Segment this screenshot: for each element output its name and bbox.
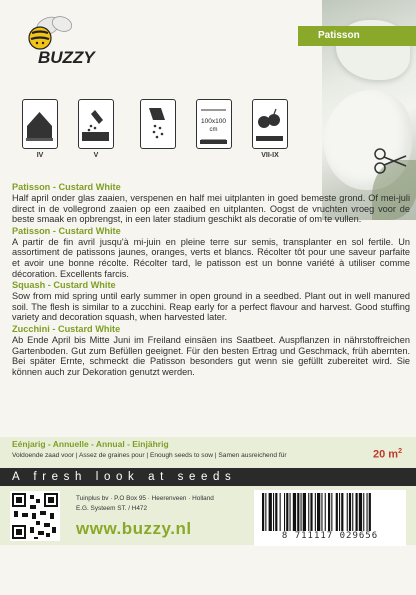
section-title: Squash - Custard White [12,280,116,291]
section-title: Patisson - Custard White [12,225,121,236]
greenhouse-sowing-icon [22,99,58,149]
section-title: Patisson - Custard White [12,182,121,192]
buzzy-logo [18,8,108,78]
spacing-unit: cm [209,127,218,133]
section-body: A partir de fin avril jusqu'à mi-juin en pleine terre sur semis, transplanter en sol fertile. Un assortiment de patissons jaunes, oranges, verts et blancs. Récolter tôt pour une saveur parfaite et avoir une bonne récolte. Récolter tard, le patisson est un bonne variété à utiliser comme décoration. Excellents farcis. [12,236,410,279]
section-title: Zucchini - Custard White [12,323,121,334]
spacing-value: 100x100 [201,118,226,125]
section-fr [12,226,410,279]
section-body: Half april onder glas zaaien, verspenen en half mei uitplanten in goed bemeste grond. Of mei-juli direct in de vollegrond zaaien op een zaaibed en uitplanten. Oogst de vruchten vroeg voor de beste smaak en opbrengst, in een later stadium geschikt als decoratie of om te vullen. [12,193,410,225]
cultivation-icons [0,99,322,175]
greenhouse-month: IV [36,152,44,159]
sow-quantity-line [12,448,410,461]
outdoor-sowing-icon [78,99,114,149]
sow-text: Voldoende zaad voor | Assez de graines pour | Enough seeds to sow | Samen ausreichend für [12,452,287,459]
variety-label: Patisson [298,26,416,46]
logo-wordmark: BUZZY [38,48,95,67]
barcode-number: 8 711117 029656 [254,531,406,541]
annual-label: Eénjarig - Annuelle - Annual - Einjährig [12,439,169,449]
section-en [12,280,410,323]
outdoor-month: V [93,152,99,159]
qr-code [10,491,60,541]
section-body: Sow from mid spring until early summer in open ground in a seedbed. Plant out in well manured soil. The flesh is similar to a zucchini. Reap early for a perfect flavour and harvest. Good stuffing variety and decoration squash, when harvested later. [12,291,410,323]
company-info: Tuinplus bv · P.O Box 95 · Heerenveen · Holland E.G. Systeem ST. / H472 [76,495,214,512]
sow-area: 20 $m^2$ [373,448,402,461]
tagline: A fresh look at seeds [0,468,416,486]
section-de [12,324,410,377]
harvest-months: VII-IX [261,152,279,159]
scissors-icon [372,146,408,176]
sowing-depth-icon [140,99,176,149]
harvest-icon [252,99,288,149]
section-nl [12,182,410,225]
website-link[interactable]: www.buzzy.nl [76,519,192,538]
spacing-icon [196,99,232,149]
description-sections [12,182,410,378]
section-body: Ab Ende April bis Mitte Juni im Freiland einsäen ins Saatbeet. Auspflanzen in nährstoffreichen Gartenboden. Gut zum Befüllen geeignet. Für den besten Ertrag und Geschmack, früh abernten. Bei später Ernte, schmeckt die Patisson besonders gut wenn sie gefüllt zubereitet wird. Sie können auch zur Dekoration genutzt werden. [12,334,410,377]
